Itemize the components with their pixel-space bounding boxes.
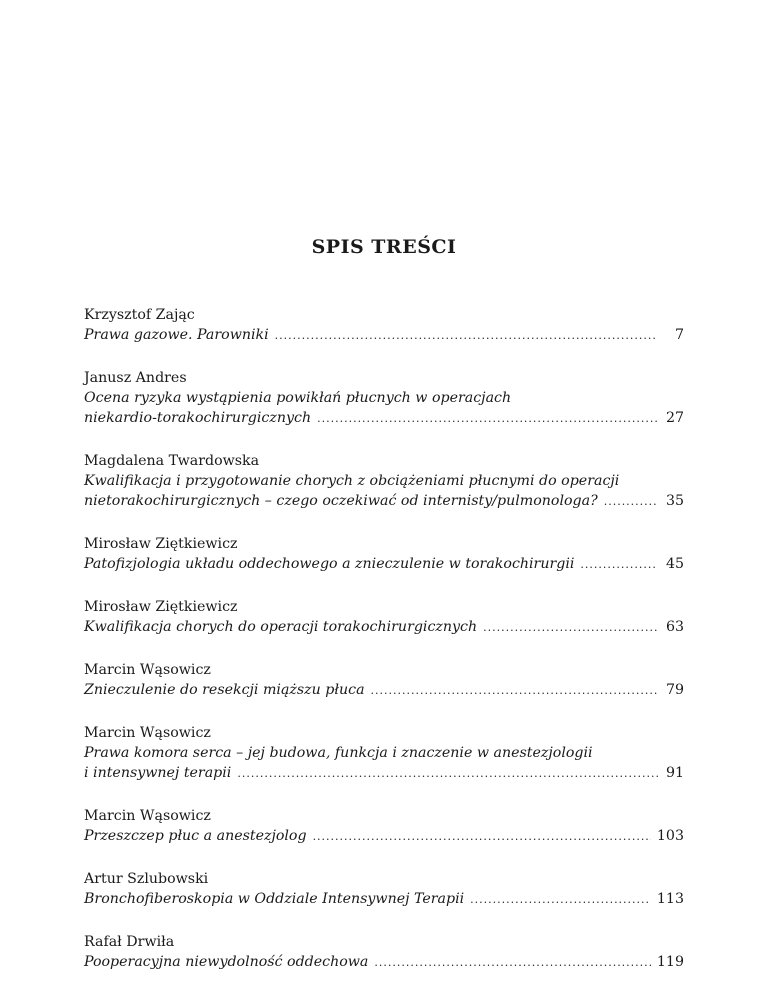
dot-leader [371, 681, 658, 701]
entry-page-number: 63 [665, 619, 684, 635]
dot-leader [313, 827, 651, 847]
entry-title: Prawa gazowe. Parowniki [84, 327, 269, 343]
entry-title: Prawa komora serca – jej budowa, funkcja i znaczenie w anestezjologii [84, 745, 593, 761]
dot-leader [374, 953, 651, 973]
entry-page-number: 35 [665, 493, 684, 509]
entry-title: Przeszczep płuc a anestezjolog [84, 828, 307, 844]
dot-leader [483, 618, 658, 638]
entry-title-end: niekardio-torakochirurgicznych [84, 410, 312, 426]
entry-title: Kwalifikacja i przygotowanie chorych z obciążeniami płucnymi do operacji [84, 473, 620, 489]
toc-entry [84, 534, 684, 575]
dot-leader [275, 326, 658, 346]
entry-page-number: 27 [665, 410, 684, 426]
entry-author: Mirosław Ziętkiewicz [84, 536, 238, 552]
entry-title-line [84, 491, 684, 512]
entry-title-end: nietorakochirurgicznych – czego oczekiwać od internisty/pulmonologa? [84, 493, 598, 509]
toc-entry [84, 869, 684, 910]
page-title: SPIS TREŚCI [311, 236, 457, 258]
entry-author: Marcin Wąsowicz [84, 725, 211, 741]
toc-entry [84, 451, 684, 512]
entry-author: Rafał Drwiła [84, 934, 175, 950]
entry-title: Pooperacyjna niewydolność oddechowa [84, 954, 369, 970]
entry-author: Artur Szlubowski [84, 871, 209, 887]
entry-author: Marcin Wąsowicz [84, 808, 211, 824]
toc-entry [84, 368, 684, 429]
entry-page-number: 91 [665, 765, 684, 781]
entry-title: Ocena ryzyka wystąpienia powikłań płucnych w operacjach [84, 390, 512, 406]
toc-entry [84, 806, 684, 847]
entry-title-line [84, 680, 684, 701]
entry-title-line [84, 617, 684, 638]
entry-title-line [84, 826, 684, 847]
entry-page-number: 103 [656, 828, 684, 844]
dot-leader [317, 409, 658, 429]
toc-entry [84, 660, 684, 701]
table-of-contents [84, 305, 684, 995]
entry-title-end: i intensywnej terapii [84, 765, 232, 781]
toc-entry [84, 932, 684, 973]
entry-title: Bronchofiberoskopia w Oddziale Intensywnej Terapii [84, 891, 465, 907]
entry-author: Marcin Wąsowicz [84, 662, 211, 678]
entry-page-number: 7 [674, 327, 684, 343]
entry-author: Mirosław Ziętkiewicz [84, 599, 238, 615]
entry-title-line [84, 763, 684, 784]
entry-title-line [84, 325, 684, 346]
entry-title: Patofizjologia układu oddechowego a znieczulenie w torakochirurgii [84, 556, 575, 572]
entry-author: Magdalena Twardowska [84, 453, 260, 469]
entry-title-line [84, 889, 684, 910]
dot-leader [237, 764, 658, 784]
entry-page-number: 45 [665, 556, 684, 572]
entry-title-line [84, 408, 684, 429]
dot-leader [470, 890, 651, 910]
toc-entry [84, 597, 684, 638]
entry-page-number: 119 [656, 954, 684, 970]
entry-title: Znieczulenie do resekcji miąższu płuca [84, 682, 365, 698]
entry-author: Janusz Andres [84, 370, 187, 386]
entry-page-number: 79 [665, 682, 684, 698]
dot-leader [604, 492, 658, 512]
toc-entry [84, 723, 684, 784]
entry-title-line [84, 554, 684, 575]
entry-page-number: 113 [656, 891, 684, 907]
entry-title: Kwalifikacja chorych do operacji torakochirurgicznych [84, 619, 478, 635]
entry-author: Krzysztof Zając [84, 307, 195, 323]
entry-title-line [84, 952, 684, 973]
dot-leader [580, 555, 658, 575]
toc-entry [84, 305, 684, 346]
